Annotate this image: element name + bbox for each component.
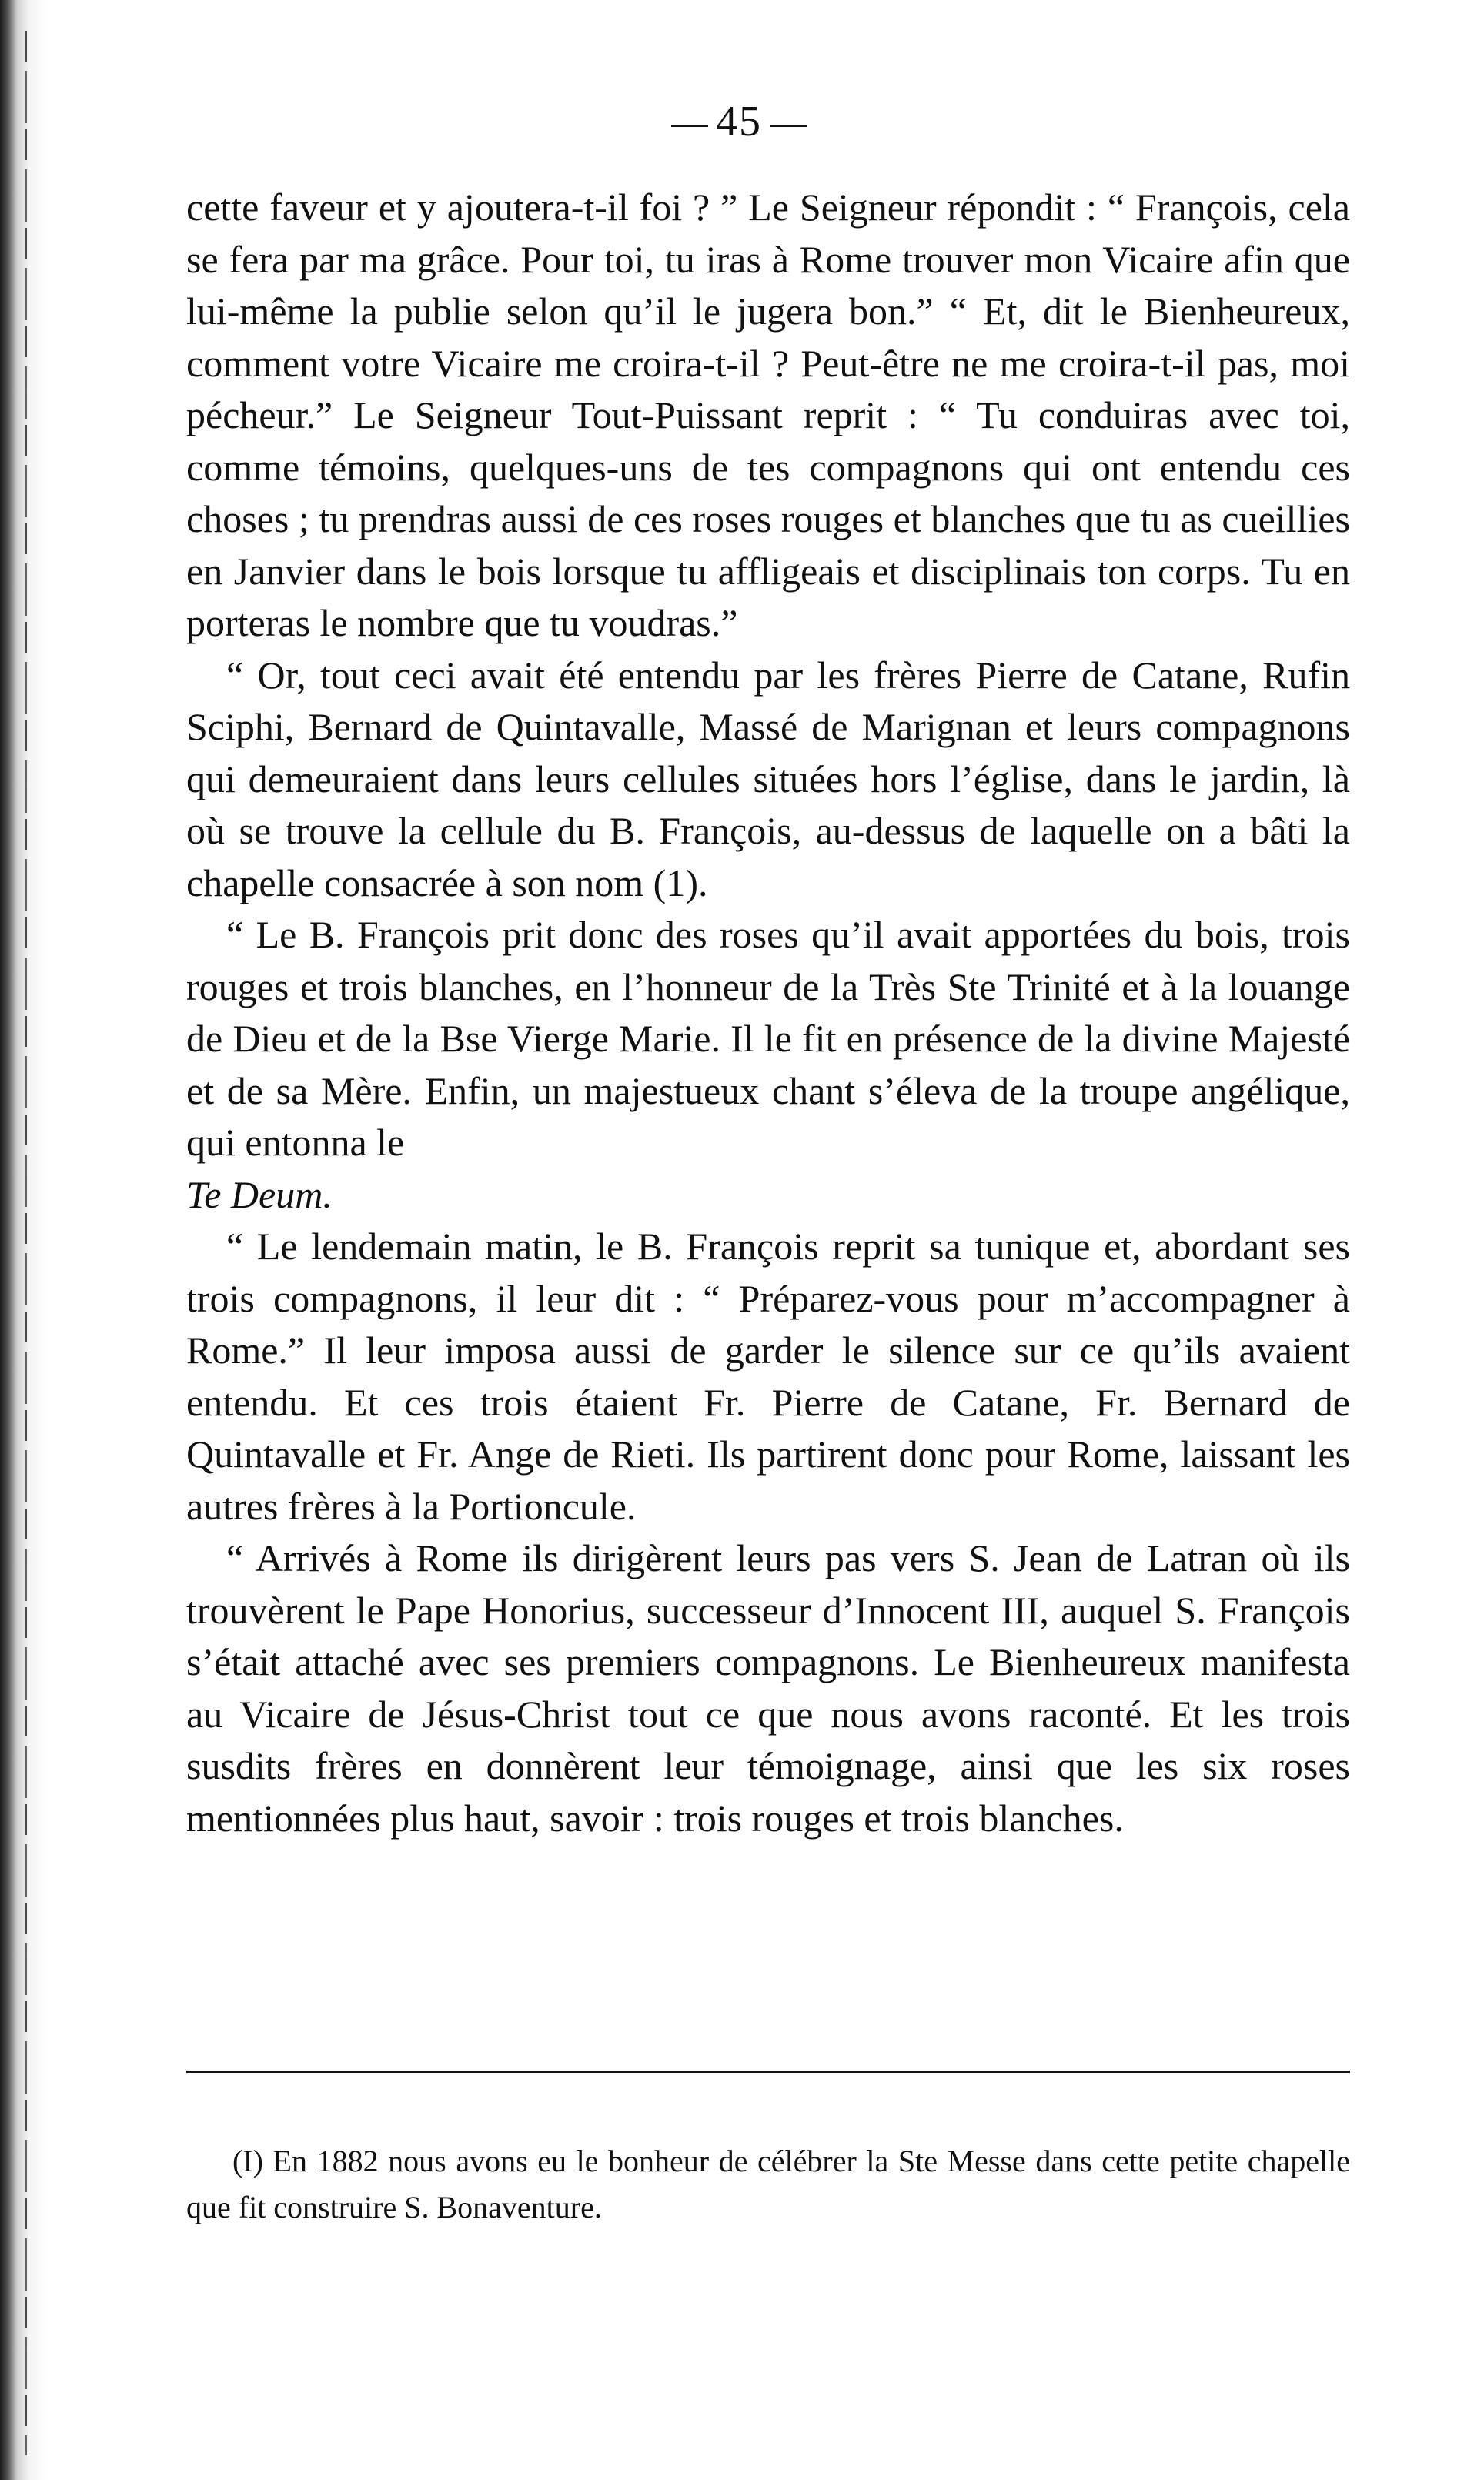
main-text xyxy=(186,182,1350,1844)
paragraph-5: “ Arrivés à Rome ils dirigèrent leurs pas vers S. Jean de Latran où ils trouvèrent le Pape Honorius, successeur d’Innocent III, auquel S. François s’était attaché avec ses premiers compagnons. Le Bienheureux manifesta au Vicaire de Jésus-Christ tout ce que nous avons raconté. Et les trois susdits frères en donnèrent leur témoignage, ainsi que les six roses mentionnées plus haut, savoir : trois rouges et trois blanches. xyxy=(186,1536,1350,1840)
page-number: 45 xyxy=(716,98,762,145)
footnote-text: (I) En 1882 nous avons eu le bonheur de célébrer la Ste Messe dans cette petite chapelle que fit construire S. Bonaventure. xyxy=(186,2144,1350,2224)
dash-right xyxy=(770,125,807,127)
paragraph-3-text: “ Le B. François prit donc des roses qu’il avait apportées du bois, trois rouges et trois blanches, en l’honneur de la Très Ste Trinité et à la louange de Dieu et de la Bse Vierge Marie. Il le fit en présence de la divine Majesté et de sa Mère. Enfin, un majestueux chant s’éleva de la troupe angélique, qui entonna le xyxy=(186,913,1350,1164)
binding-edge-shadow xyxy=(0,0,54,2480)
te-deum-italic: Te Deum. xyxy=(186,1172,333,1216)
paragraph-3 xyxy=(186,909,1350,1221)
page-number-header xyxy=(647,97,831,146)
dash-left xyxy=(671,125,708,127)
footnote xyxy=(186,2138,1350,2231)
binding-line xyxy=(25,31,27,2455)
paragraph-4: “ Le lendemain matin, le B. François reprit sa tunique et, abordant ses trois compagnons, il leur dit : “ Préparez-vous pour m’accompagner à Rome.” Il leur imposa aussi de garder le silence sur ce qu’ils avaient entendu. Et ces trois étaient Fr. Pierre de Catane, Fr. Bernard de Quintavalle et Fr. Ange de Rieti. Ils partirent donc pour Rome, laissant les autres frères à la Portioncule. xyxy=(186,1225,1350,1528)
paragraph-2: “ Or, tout ceci avait été entendu par les frères Pierre de Catane, Rufin Sciphi, Bernard de Quintavalle, Massé de Marignan et leurs compagnons qui demeuraient dans leurs cellules situées hors l’église, dans le jardin, là où se trouve la cellule du B. François, au-dessus de laquelle on a bâti la chapelle consacrée à son nom (1). xyxy=(186,653,1350,904)
paragraph-1: cette faveur et y ajoutera-t-il foi ? ” Le Seigneur répondit : “ François, cela se fera par ma grâce. Pour toi, tu iras à Rome trouver mon Vicaire afin que lui-même la publie selon qu’il le jugera bon.” “ Et, dit le Bienheureux, comment votre Vicaire me croira-t-il ? Peut-être ne me croira-t-il pas, moi pécheur.” Le Seigneur Tout-Puissant reprit : “ Tu conduiras avec toi, comme témoins, quelques-uns de tes compagnons qui ont entendu ces choses ; tu prendras aussi de ces roses rouges et blanches que tu as cueillies en Janvier dans le bois lorsque tu affligeais et disciplinais ton corps. Tu en porteras le nombre que tu voudras.” xyxy=(186,185,1350,644)
footnote-rule xyxy=(186,2071,1350,2073)
